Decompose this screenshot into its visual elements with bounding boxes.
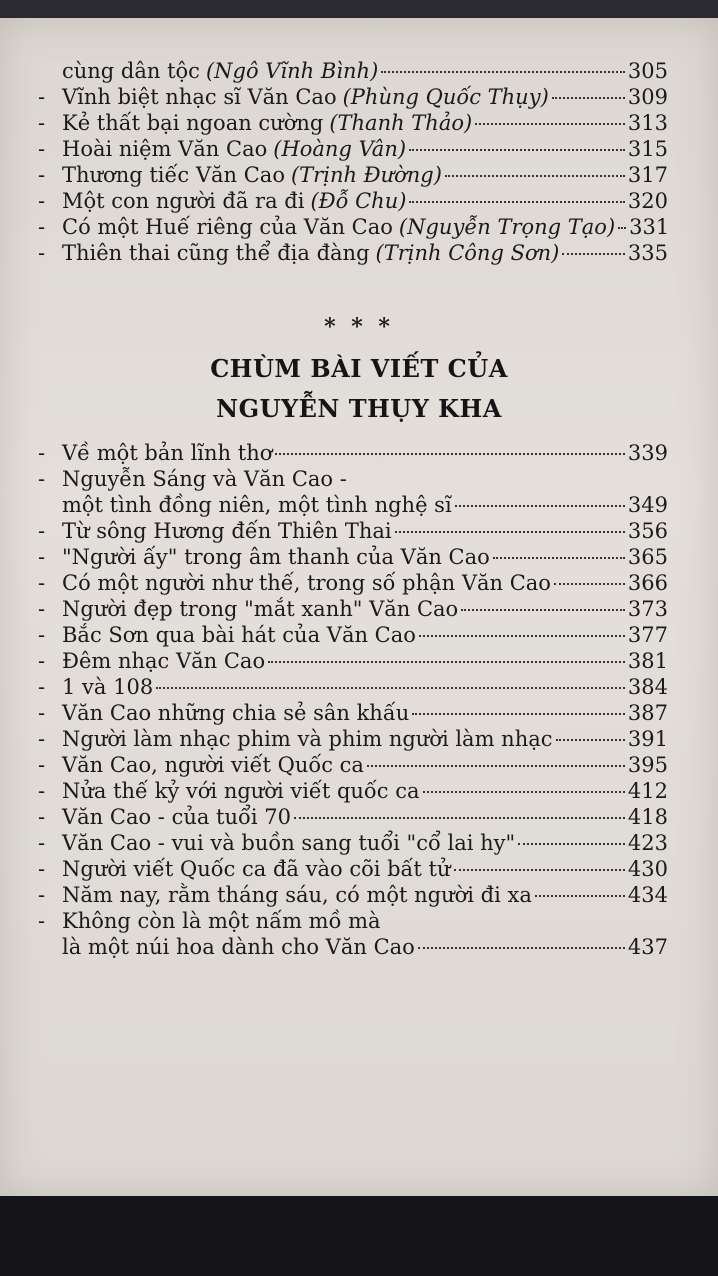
toc-entry <box>38 136 668 162</box>
toc-entry <box>38 214 668 240</box>
entry-page: 373 <box>627 597 668 621</box>
entry-dash: - <box>38 649 46 673</box>
toc-section-1 <box>38 58 668 266</box>
toc-entry <box>38 674 668 700</box>
entry-page: 305 <box>627 59 668 83</box>
entry-title: 1 và 108 <box>62 675 154 699</box>
entry-title: "Người ấy" trong âm thanh của Văn Cao <box>62 545 490 569</box>
dot-leader <box>475 123 625 125</box>
entry-title: Từ sông Hương đến Thiên Thai <box>62 519 392 543</box>
entry-author: (Trịnh Đường) <box>290 163 442 187</box>
dot-leader <box>409 201 624 203</box>
entry-title: Kẻ thất bại ngoan cường <box>62 111 324 135</box>
toc-section-2 <box>38 440 668 960</box>
dot-leader <box>381 71 625 73</box>
entry-author: (Thanh Thảo) <box>329 111 473 135</box>
entry-page: 434 <box>627 883 668 907</box>
toc-entry <box>38 804 668 830</box>
entry-dash: - <box>38 597 46 621</box>
dot-leader <box>294 817 625 819</box>
entry-page: 366 <box>627 571 668 595</box>
dot-leader <box>562 253 625 255</box>
entry-dash: - <box>38 779 46 803</box>
entry-dash: - <box>38 675 46 699</box>
entry-page: 418 <box>627 805 668 829</box>
toc-entry <box>38 700 668 726</box>
entry-dash: - <box>38 805 46 829</box>
entry-title: Có một người như thế, trong số phận Văn Cao <box>62 571 551 595</box>
entry-title: Nguyễn Sáng và Văn Cao - <box>62 467 347 491</box>
entry-title: một tình đồng niên, một tình nghệ sĩ <box>62 493 452 517</box>
entry-dash: - <box>38 137 46 161</box>
dot-leader <box>554 583 625 585</box>
entry-dash: - <box>38 467 46 491</box>
entry-author: (Hoàng Vân) <box>273 137 407 161</box>
dot-leader <box>552 97 625 99</box>
dot-leader <box>156 687 625 689</box>
entry-title: Thương tiếc Văn Cao <box>62 163 285 187</box>
entry-dash: - <box>38 241 46 265</box>
entry-title: là một núi hoa dành cho Văn Cao <box>62 935 415 959</box>
entry-page: 384 <box>627 675 668 699</box>
entry-title: Văn Cao những chia sẻ sân khấu <box>62 701 410 725</box>
entry-page: 339 <box>627 441 668 465</box>
toc-entry <box>38 726 668 752</box>
dot-leader <box>454 869 625 871</box>
section-separator: * * * <box>324 314 394 340</box>
dot-leader <box>367 765 625 767</box>
entry-dash: - <box>38 111 46 135</box>
entry-title: Một con người đã ra đi <box>62 189 305 213</box>
section-heading-line-1: CHÙM BÀI VIẾT CỦA <box>210 354 508 383</box>
dot-leader <box>535 895 625 897</box>
toc-entry <box>38 110 668 136</box>
entry-dash: - <box>38 909 46 933</box>
entry-title: cùng dân tộc <box>62 59 200 83</box>
toc-entry-continuation <box>38 934 668 960</box>
dot-leader <box>493 557 625 559</box>
toc-entry <box>38 518 668 544</box>
entry-title: Năm nay, rằm tháng sáu, có một người đi xa <box>62 883 532 907</box>
toc-entry <box>38 544 668 570</box>
entry-dash: - <box>38 163 46 187</box>
entry-dash: - <box>38 623 46 647</box>
toc-entry <box>38 440 668 466</box>
toc-entry <box>38 830 668 856</box>
dot-leader <box>618 227 626 229</box>
entry-title: Thiên thai cũng thể địa đàng <box>62 241 370 265</box>
entry-page: 395 <box>627 753 668 777</box>
entry-dash: - <box>38 701 46 725</box>
entry-title: Hoài niệm Văn Cao <box>62 137 268 161</box>
entry-page: 349 <box>627 493 668 517</box>
dot-leader <box>419 635 625 637</box>
entry-page: 430 <box>627 857 668 881</box>
entry-title: Văn Cao - của tuổi 70 <box>62 805 291 829</box>
entry-author: (Ngô Vĩnh Bình) <box>205 59 379 83</box>
entry-dash: - <box>38 727 46 751</box>
dot-leader <box>395 531 625 533</box>
toc-entry <box>38 58 668 84</box>
entry-author: (Đỗ Chu) <box>310 189 407 213</box>
toc-entry <box>38 622 668 648</box>
toc-entry <box>38 596 668 622</box>
dot-leader <box>409 149 625 151</box>
entry-page: 315 <box>627 137 668 161</box>
toc-entry <box>38 856 668 882</box>
toc-entry-continuation <box>38 492 668 518</box>
entry-page: 387 <box>627 701 668 725</box>
entry-page: 331 <box>629 215 670 239</box>
entry-title: Người làm nhạc phim và phim người làm nhạc <box>62 727 553 751</box>
entry-title: Văn Cao - vui và buồn sang tuổi "cổ lai hy" <box>62 831 516 855</box>
entry-title: Không còn là một nấm mồ mà <box>62 909 381 933</box>
dot-leader <box>445 175 625 177</box>
entry-author: (Phùng Quốc Thụy) <box>342 85 549 109</box>
dot-leader <box>275 453 625 455</box>
entry-page: 313 <box>627 111 668 135</box>
entry-page: 309 <box>627 85 668 109</box>
toc-entry <box>38 648 668 674</box>
entry-title: Người đẹp trong "mắt xanh" Văn Cao <box>62 597 459 621</box>
entry-title: Về một bản lĩnh thơ <box>62 441 273 465</box>
toc-entry <box>38 466 668 492</box>
toc-entry <box>38 752 668 778</box>
entry-dash: - <box>38 883 46 907</box>
toc-entry <box>38 84 668 110</box>
entry-dash: - <box>38 441 46 465</box>
entry-dash: - <box>38 519 46 543</box>
entry-title: Đêm nhạc Văn Cao <box>62 649 266 673</box>
entry-page: 423 <box>627 831 668 855</box>
entry-title: Bắc Sơn qua bài hát của Văn Cao <box>62 623 416 647</box>
dot-leader <box>418 947 625 949</box>
dot-leader <box>423 791 625 793</box>
entry-title: Có một Huế riêng của Văn Cao <box>62 215 393 239</box>
entry-page: 391 <box>627 727 668 751</box>
entry-page: 335 <box>627 241 668 265</box>
dot-leader <box>268 661 625 663</box>
entry-dash: - <box>38 571 46 595</box>
entry-dash: - <box>38 831 46 855</box>
entry-title: Vĩnh biệt nhạc sĩ Văn Cao <box>62 85 337 109</box>
dot-leader <box>412 713 625 715</box>
entry-author: (Nguyễn Trọng Tạo) <box>398 215 616 239</box>
entry-page: 365 <box>627 545 668 569</box>
entry-dash: - <box>38 753 46 777</box>
dot-leader <box>556 739 625 741</box>
toc-entry <box>38 240 668 266</box>
section-heading-line-2: NGUYỄN THỤY KHA <box>216 394 502 423</box>
entry-dash: - <box>38 189 46 213</box>
entry-page: 317 <box>627 163 668 187</box>
entry-dash: - <box>38 85 46 109</box>
toc-entry <box>38 570 668 596</box>
entry-dash: - <box>38 857 46 881</box>
entry-page: 377 <box>627 623 668 647</box>
dot-leader <box>461 609 625 611</box>
entry-author: (Trịnh Công Sơn) <box>375 241 560 265</box>
entry-page: 381 <box>627 649 668 673</box>
entry-title: Nửa thế kỷ với người viết quốc ca <box>62 779 420 803</box>
entry-dash: - <box>38 545 46 569</box>
entry-page: 320 <box>627 189 668 213</box>
photo-bottom-edge <box>0 1196 718 1276</box>
entry-page: 437 <box>627 935 668 959</box>
toc-entry <box>38 908 668 934</box>
entry-dash: - <box>38 215 46 239</box>
entry-title: Người viết Quốc ca đã vào cõi bất tử <box>62 857 451 881</box>
book-page <box>0 18 718 1196</box>
toc-entry <box>38 162 668 188</box>
entry-page: 412 <box>627 779 668 803</box>
toc-entry <box>38 188 668 214</box>
entry-page: 356 <box>627 519 668 543</box>
toc-entry <box>38 778 668 804</box>
toc-entry <box>38 882 668 908</box>
entry-title: Văn Cao, người viết Quốc ca <box>62 753 364 777</box>
dot-leader <box>518 843 625 845</box>
dot-leader <box>455 505 625 507</box>
